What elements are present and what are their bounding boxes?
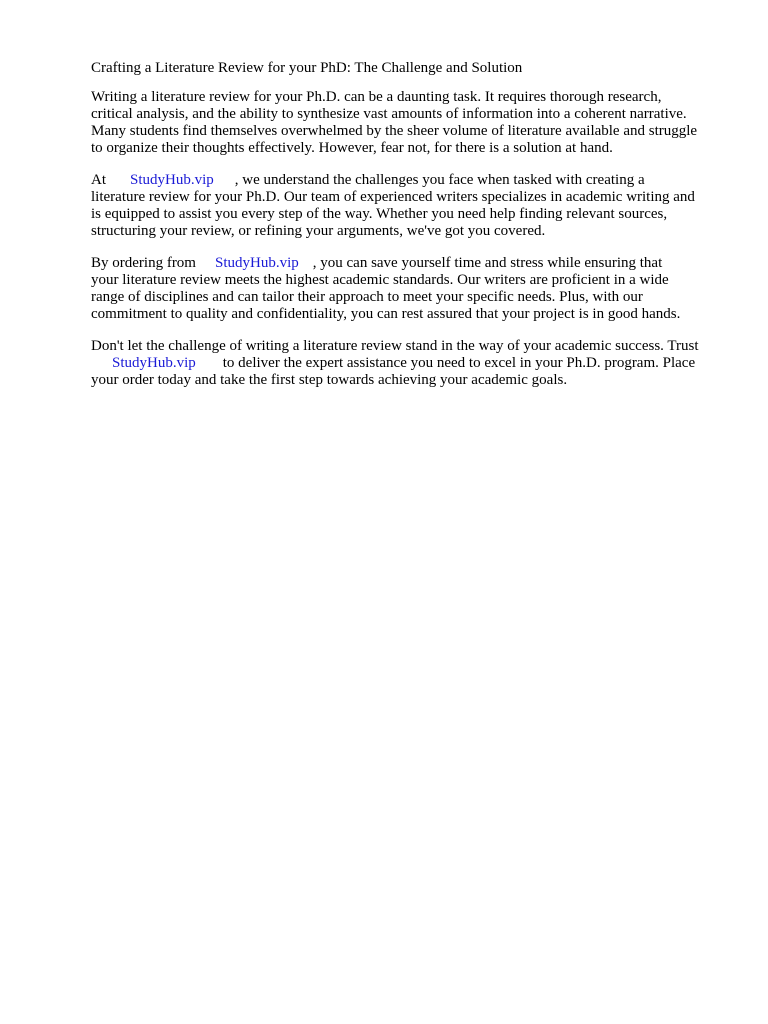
studyhub-link[interactable]: StudyHub.vip	[130, 172, 214, 188]
document-page	[91, 60, 731, 404]
studyhub-link[interactable]: StudyHub.vip	[112, 355, 196, 371]
paragraph-line: range of disciplines and can tailor their approach to meet your specific needs. Plus, with our	[91, 289, 643, 305]
studyhub-link[interactable]: StudyHub.vip	[214, 255, 299, 271]
paragraph-studyhub-intro	[91, 172, 731, 240]
paragraph-line: commitment to quality and confidentiality, you can rest assured that your project is in good hands.	[91, 306, 681, 322]
paragraph-line: to organize their thoughts effectively. However, fear not, for there is a solution at hand.	[91, 140, 613, 156]
paragraph-line: Writing a literature review for your Ph.D. can be a daunting task. It requires thorough research,	[91, 89, 662, 105]
paragraph-line: is equipped to assist you every step of the way. Whether you need help finding relevant sources,	[91, 206, 668, 222]
paragraph-line-with-link	[91, 355, 731, 372]
paragraph-line: your literature review meets the highest academic standards. Our writers are proficient in a wide	[91, 272, 669, 288]
text-before-link: At	[91, 172, 106, 188]
paragraph-line: structuring your review, or refining your arguments, we've got you covered.	[91, 223, 546, 239]
text-before-link: By ordering from	[91, 255, 196, 271]
document-title: Crafting a Literature Review for your PhD: The Challenge and Solution	[91, 60, 523, 76]
paragraph-line-with-link	[91, 255, 731, 272]
paragraph-ordering	[91, 255, 731, 323]
paragraph-line: critical analysis, and the ability to synthesize vast amounts of information into a coherent narrative.	[91, 106, 687, 122]
paragraph-line-with-link	[91, 172, 731, 189]
text-after-link: , you can save yourself time and stress while ensuring that	[312, 255, 663, 271]
paragraph-line: literature review for your Ph.D. Our team of experienced writers specializes in academic writing and	[91, 189, 695, 205]
text-after-link: to deliver the expert assistance you need to excel in your Ph.D. program. Place	[222, 355, 696, 371]
paragraph-closing	[91, 338, 731, 389]
text-after-link: , we understand the challenges you face when tasked with creating a	[234, 172, 645, 188]
paragraph-line: your order today and take the first step towards achieving your academic goals.	[91, 372, 568, 388]
paragraph-line: Don't let the challenge of writing a literature review stand in the way of your academic success. Trust	[91, 338, 699, 354]
paragraph-line: Many students find themselves overwhelmed by the sheer volume of literature available and struggle	[91, 123, 698, 139]
paragraph-intro	[91, 89, 731, 157]
